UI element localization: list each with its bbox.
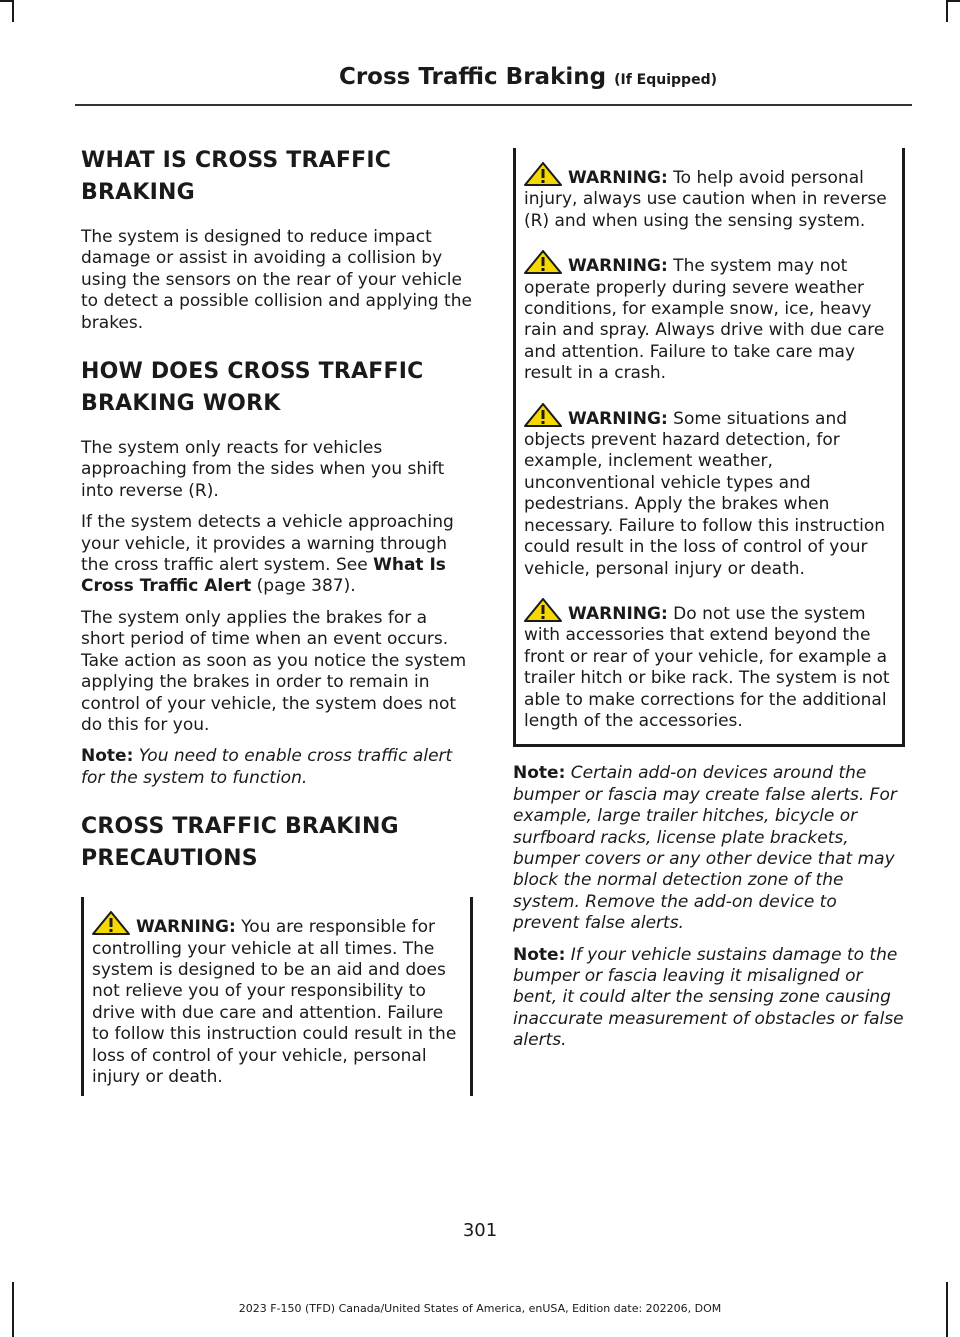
left-column	[81, 145, 473, 1096]
warning-item	[524, 162, 894, 232]
header-title-text: Cross Traffic Braking	[338, 64, 607, 90]
footer-edition-info: 2023 F-150 (TFD) Canada/United States of America, enUSA, Edition date: 202206, DOM	[238, 1302, 722, 1315]
note-text: If your vehicle sustains damage to the bumper or fascia leaving it misaligned or bent, it could alter the sensing zone causing inaccurate measurement of obstacles or false alerts.	[513, 944, 904, 1051]
section-heading-precautions: CROSS TRAFFIC BRAKING PRECAUTIONS	[81, 814, 399, 872]
crop-mark	[0, 0, 12, 2]
warning-label: WARNING:	[136, 917, 236, 938]
warning-item	[524, 403, 894, 580]
paragraph: The system only applies the brakes for a short period of time when an event occurs. Take action as soon as you notice the system applying the brakes in order to remain in control of your vehicle, the system does not do this for you.	[81, 607, 467, 735]
note-text: You need to enable cross traffic alert for the system to function.	[81, 746, 453, 788]
paragraph: The system only reacts for vehicles approaching from the sides when you shift into reverse (R).	[81, 438, 445, 501]
warning-label: WARNING:	[568, 256, 668, 277]
warning-text: To help avoid personal injury, always use caution when in reverse (R) and when using the sensing system.	[524, 168, 887, 231]
header-divider	[75, 104, 912, 106]
warning-triangle-icon	[92, 911, 130, 935]
warning-triangle-icon	[524, 250, 562, 274]
note	[513, 763, 905, 934]
crop-mark	[946, 0, 948, 22]
paragraph: The system is designed to reduce impact damage or assist in avoiding a collision by using the sensors on the rear of your vehicle to detect a possible collision and applying the brakes.	[81, 227, 472, 333]
warning-item	[524, 250, 894, 384]
page-number: 301	[462, 1220, 498, 1241]
warning-label: WARNING:	[568, 603, 668, 624]
header-subtitle: (If Equipped)	[614, 72, 717, 88]
warning-label: WARNING:	[568, 168, 668, 188]
crop-mark	[12, 0, 14, 22]
warning-text: Some situations and objects prevent hazard detection, for example, inclement weather, unconventional vehicle types and pedestrians. Apply the brakes when necessary. Failure to follow this instruction could result in the loss of control of your vehicle, personal injury or death.	[524, 408, 886, 579]
note	[81, 746, 473, 789]
page-header-title	[339, 64, 717, 90]
warning-box	[81, 897, 473, 1096]
warning-triangle-icon	[524, 598, 562, 622]
note-label: Note:	[513, 944, 566, 965]
warning-item	[524, 598, 894, 732]
cross-reference-link[interactable]: What Is Cross Traffic Alert	[81, 555, 446, 597]
warning-label: WARNING:	[568, 408, 668, 429]
note-label: Note:	[513, 763, 566, 784]
paragraph-with-link	[81, 512, 473, 598]
warning-triangle-icon	[524, 403, 562, 427]
paragraph-text: If the system detects a vehicle approaching your vehicle, it provides a warning through the cross traffic alert system. See	[81, 512, 454, 576]
right-column	[513, 148, 905, 1062]
page-reference: (page 387).	[251, 576, 356, 597]
note	[513, 945, 905, 1052]
warning-text: Do not use the system with accessories that extend beyond the front or rear of your vehicle, for example a trailer hitch or bike rack. The system is not able to make corrections for the additional length of the accessories.	[524, 603, 890, 731]
section-heading-what-is: WHAT IS CROSS TRAFFIC BRAKING	[81, 148, 392, 205]
warning-text: The system may not operate properly during severe weather conditions, for example snow, ice, heavy rain and spray. Always drive with due care and attention. Failure to take care may result in a crash.	[524, 256, 885, 384]
warning-text: You are responsible for controlling your vehicle at all times. The system is designed to be an aid and does not relieve you of your responsibility to drive with due care and attention. Failure to follow this instruction could result in the loss of control of your vehicle, personal injury or death.	[92, 917, 457, 1087]
warning-item	[92, 911, 462, 1088]
warning-box	[513, 148, 905, 747]
note-text: Certain add-on devices around the bumper or fascia may create false alerts. For example, large trailer hitches, bicycle or surfboard racks, license plate brackets, bumper covers or any other device that may block the normal detection zone of the system. Remove the add-on device to prevent false alerts.	[513, 763, 897, 934]
note-label: Note:	[81, 746, 134, 767]
warning-triangle-icon	[524, 162, 562, 186]
crop-mark	[948, 0, 960, 2]
section-heading-how-does: HOW DOES CROSS TRAFFIC BRAKING WORK	[81, 359, 424, 417]
